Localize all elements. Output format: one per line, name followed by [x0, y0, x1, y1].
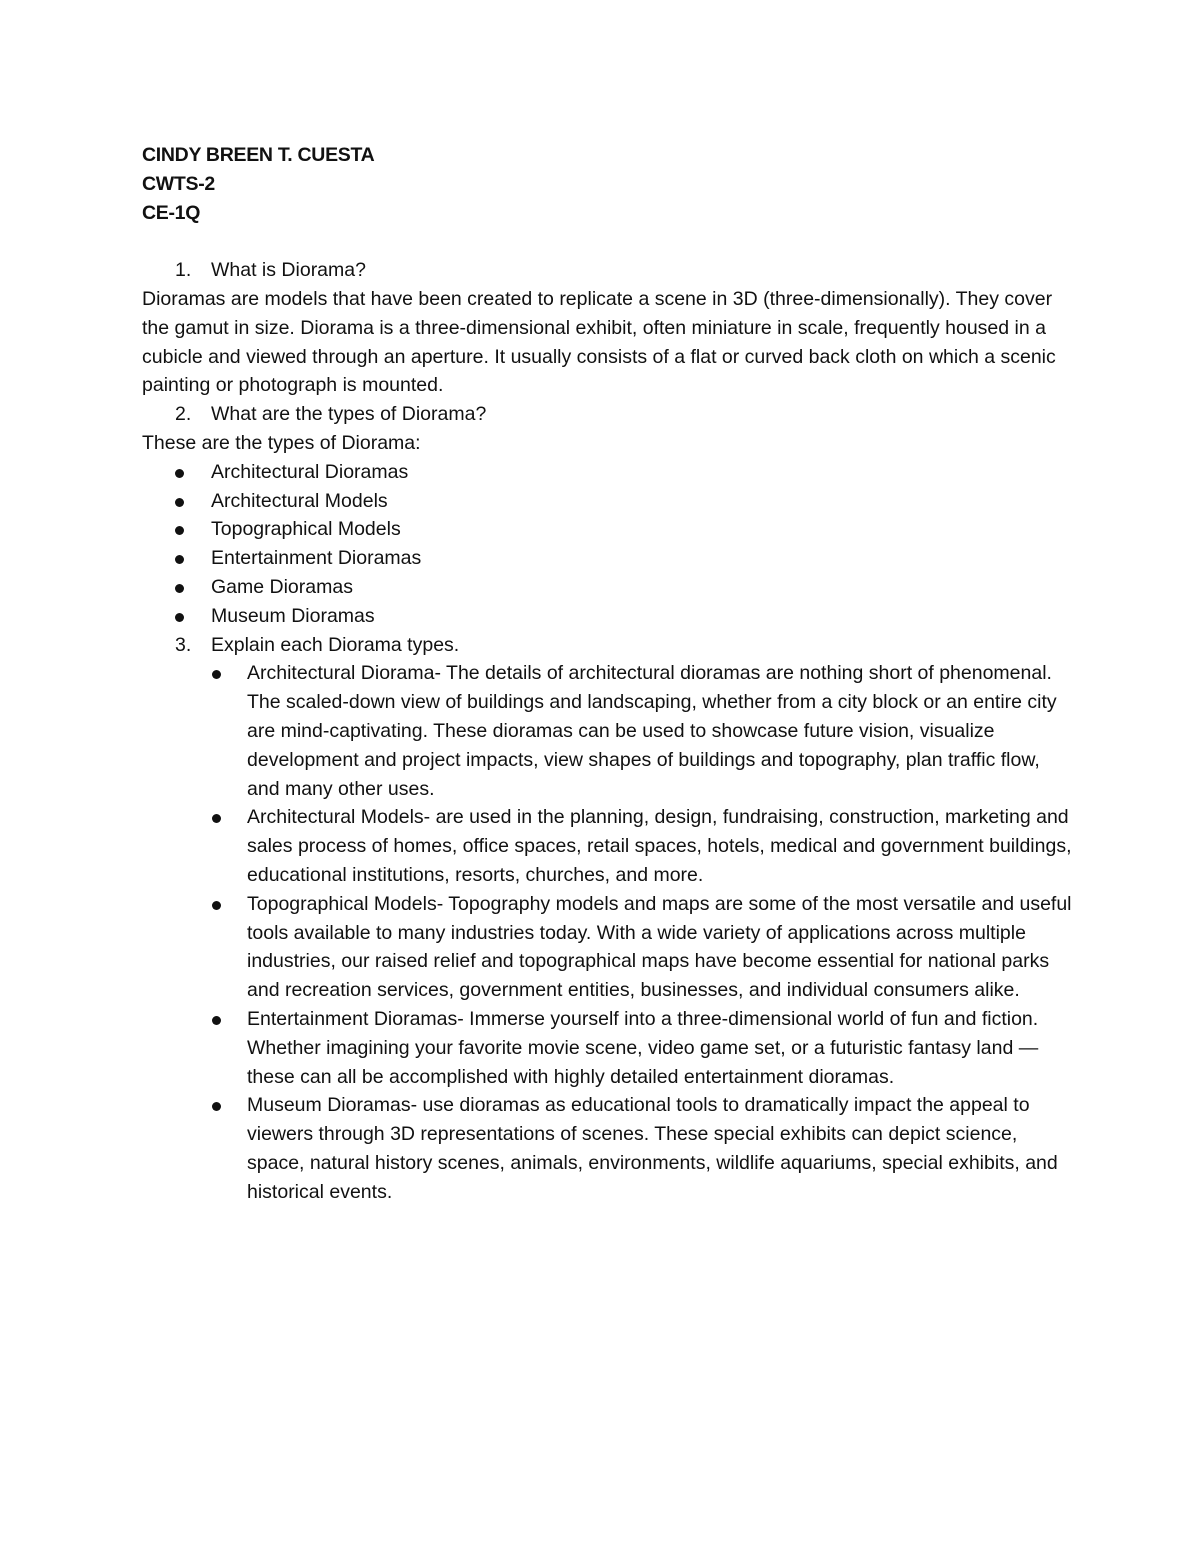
list-item [142, 544, 1072, 573]
list-item [142, 659, 1072, 803]
student-name: CINDY BREEN T. CUESTA [142, 144, 375, 166]
list-item-text: Game Dioramas [211, 575, 353, 598]
bullet-icon [212, 814, 221, 823]
list-item-text: Museum Dioramas [211, 604, 375, 627]
section-code: CE-1Q [142, 201, 201, 224]
explanation-architectural-models: Architectural Models- are used in the planning, design, fundraising, construction, marketing and sales process of homes, office spaces, retail spaces, hotels, medical and government buildings, educational institutions, resorts, churches, and more. [247, 806, 1072, 886]
list-item [142, 1005, 1072, 1091]
bullet-icon [175, 613, 184, 622]
bullet-icon [212, 1016, 221, 1025]
list-item [142, 515, 1072, 544]
explanation-architectural-diorama: Architectural Diorama- The details of architectural dioramas are nothing short of phenomenal. The scaled-down view of buildings and landscaping, whether from a city block or an entire city are mind-captivating. These dioramas can be used to showcase future vision, visualize development and project impacts, view shapes of buildings and topography, plan traffic flow, and many other uses. [247, 662, 1057, 800]
list-item [142, 803, 1072, 889]
question-3 [142, 631, 1072, 660]
bullet-icon [175, 526, 184, 535]
bullet-icon [212, 901, 221, 910]
question-1 [142, 256, 1072, 285]
bullet-icon [175, 555, 184, 564]
blank-line [142, 227, 1072, 256]
list-item-text: Architectural Models [211, 489, 388, 512]
diorama-explanations-list [142, 659, 1072, 1206]
answer-1: Dioramas are models that have been created to replicate a scene in 3D (three-dimensionally). They cover the gamut in size. Diorama is a three-dimensional exhibit, often miniature in scale, frequently housed in a cubicle and viewed through an aperture. It usually consists of a flat or curved back cloth on which a scenic painting or photograph is mounted. [142, 287, 1056, 397]
question-2-number: 2. [175, 403, 192, 426]
list-item [142, 890, 1072, 1005]
diorama-types-list [142, 458, 1072, 631]
question-3-number: 3. [175, 633, 192, 656]
list-item [142, 487, 1072, 516]
question-1-number: 1. [175, 259, 192, 282]
answer-2-intro: These are the types of Diorama: [142, 431, 421, 454]
list-item [142, 458, 1072, 487]
list-item-text: Architectural Dioramas [211, 460, 409, 483]
list-item [142, 1091, 1072, 1206]
bullet-icon [175, 498, 184, 507]
bullet-icon [212, 670, 221, 679]
bullet-icon [175, 469, 184, 478]
question-2-text: What are the types of Diorama? [211, 403, 487, 426]
document-body [142, 141, 1072, 1206]
bullet-icon [175, 584, 184, 593]
bullet-icon [212, 1102, 221, 1111]
course-code: CWTS-2 [142, 172, 215, 195]
list-item [142, 602, 1072, 631]
question-1-text: What is Diorama? [211, 259, 366, 282]
list-item [142, 573, 1072, 602]
question-2 [142, 400, 1072, 429]
explanation-museum-dioramas: Museum Dioramas- use dioramas as educational tools to dramatically impact the appeal to viewers through 3D representations of scenes. These special exhibits can depict science, space, natural history scenes, animals, environments, wildlife aquariums, special exhibits, and historical events. [247, 1094, 1058, 1203]
list-item-text: Entertainment Dioramas [211, 547, 422, 570]
question-3-text: Explain each Diorama types. [211, 633, 460, 656]
explanation-topographical-models: Topographical Models- Topography models and maps are some of the most versatile and useful tools available to many industries today. With a wide variety of applications across multiple industries, our raised relief and topographical maps have become essential for national parks and recreation services, government entities, businesses, and individual consumers alike. [247, 892, 1072, 1002]
list-item-text: Topographical Models [211, 518, 401, 541]
explanation-entertainment-dioramas: Entertainment Dioramas- Immerse yourself into a three-dimensional world of fun and fiction. Whether imagining your favorite movie scene, video game set, or a futuristic fantasy land — these can all be accomplished with highly detailed entertainment dioramas. [247, 1007, 1039, 1088]
